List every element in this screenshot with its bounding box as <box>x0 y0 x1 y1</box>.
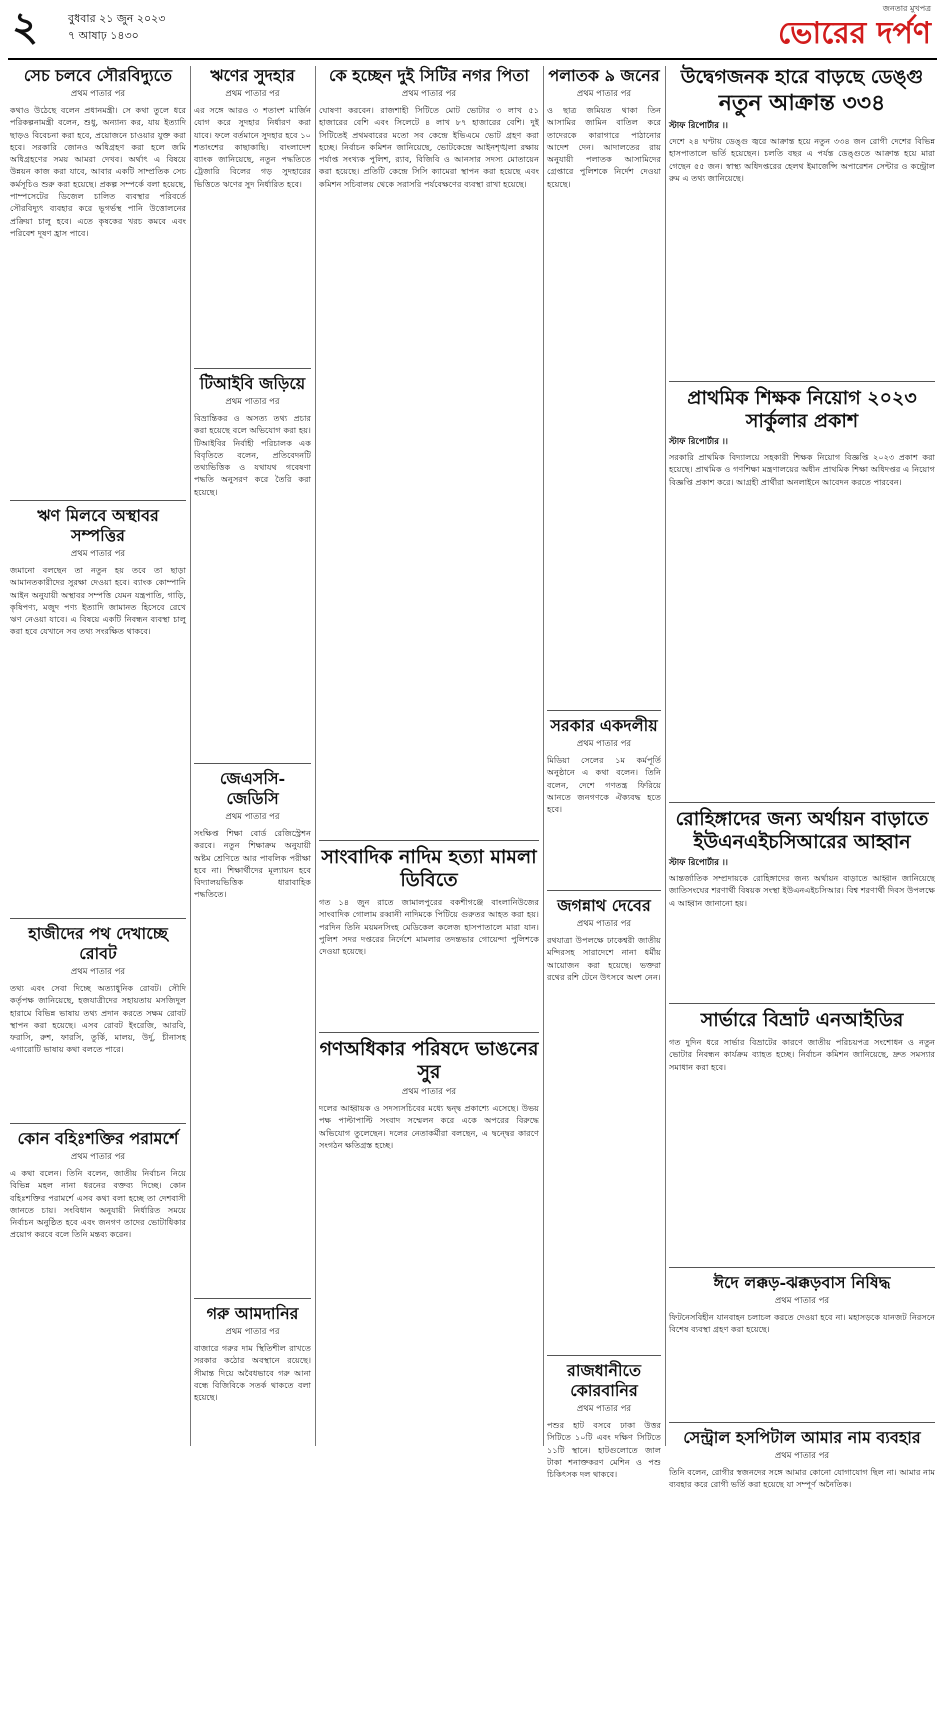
story-rohingya <box>669 808 935 997</box>
reporter-credit: স্টাফ রিপোর্টার ।। <box>669 858 728 868</box>
story-absconding-nine <box>547 66 661 704</box>
logo-tagline: জনতার মুখপত্র <box>882 4 931 13</box>
headline: সেচ চলবে সৌরবিদ্যুতে <box>23 66 173 85</box>
story-divider <box>547 1355 661 1356</box>
story-divider <box>319 1032 539 1033</box>
story-divider <box>194 1298 311 1299</box>
story-divider <box>10 500 186 501</box>
story-body: তিনি বলেন, রোগীর স্বজনদের সঙ্গে আমার কোনো যোগাযোগ ছিল না। আমার নাম ব্যবহার করে রোগী ভর্তি করা হয়েছে যা সম্পূর্ণ অনৈতিক। <box>669 1467 935 1490</box>
story-solar-irrigation <box>10 66 186 494</box>
headline: ইউএনএইচসিআরের আহ্বান <box>693 831 911 853</box>
column-5 <box>669 66 935 1490</box>
headline: কোন বহিঃশক্তির পরামর্শে <box>17 1129 179 1148</box>
story-body: সরকারি প্রাথমিক বিদ্যালয়ে সহকারী শিক্ষক নিয়োগ বিজ্ঞপ্তি ২০২৩ প্রকাশ করা হয়েছে। প্রাথমিক ও গণশিক্ষা মন্ত্রণালয়ের অধীন প্রাথমিক শিক্ষা অধিদপ্তর এ নিয়োগ বিজ্ঞপ্তি প্রকাশ করে। আগ্রহী প্রার্থীরা অনলাইনে আবেদন করতে পারবেন। <box>669 452 935 487</box>
headline: সরকার একদলীয় <box>550 716 658 735</box>
headline: পলাতক ৯ জনের <box>548 66 660 85</box>
headline: ঈদে লক্কড়-ঝক্কড়বাস নিষিদ্ধ <box>713 1273 891 1292</box>
jump-line: প্রথম পাতার পর <box>576 739 632 749</box>
reporter-credit: স্টাফ রিপোর্টার ।। <box>669 437 728 447</box>
story-tib <box>194 374 311 757</box>
story-hajj-robot <box>10 924 186 1117</box>
logo-name: ভোরের দর্পণ <box>778 16 931 51</box>
story-cattle-import <box>194 1304 311 1472</box>
headline: রোহিঙ্গাদের জন্য অর্থায়ন বাড়াতে <box>675 808 929 830</box>
story-body: ফিটনেসবিহীন যানবাহন চলাচল করতে দেওয়া হবে না। মহাসড়কে যানজট নিরসনে বিশেষ ব্যবস্থা গ্রহণ করা হয়েছে। <box>669 1312 935 1335</box>
story-divider <box>10 1123 186 1124</box>
story-body: তথ্য এবং সেবা দিচ্ছে অত্যাধুনিক রোবট। সৌদি কর্তৃপক্ষ জানিয়েছে, হজযাত্রীদের সহায়তায় মসজিদুল হারামে বিভিন্ন ভাষায় তথ্য প্রদান করতে সক্ষম রোবট স্থাপন করা হয়েছে। এসব রোবট ইংরেজি, আরবি, ফরাসি, রুশ, ফারসি, তুর্কি, মালয়, উর্দু, চীনাসহ এগারোটি ভাষায় কথা বলতে পারে। <box>10 983 186 1055</box>
headline: সাংবাদিক নাদিম হত্যা মামলা ডিবিতে <box>321 846 537 891</box>
jump-line: প্রথম পাতার পর <box>774 1451 830 1461</box>
jump-line: প্রথম পাতার পর <box>401 89 457 99</box>
story-capital-qurbani <box>547 1361 661 1719</box>
headline: টিআইবি জড়িয়ে <box>199 374 306 393</box>
story-one-party-govt <box>547 716 661 884</box>
story-divider <box>319 840 539 841</box>
headline: উদ্বেগজনক হারে বাড়ছে ডেঙ্গু <box>680 66 924 88</box>
story-body: দেশে ২৪ ঘণ্টায় ডেঙ্গু জ্বরে আক্রান্ত হয়ে নতুন ৩৩৪ জন রোগী দেশের বিভিন্ন হাসপাতালে ভর্তি হয়েছেন। চলতি বছর এ পর্যন্ত ডেঙ্গুতে আক্রান্ত হয়ে মারা গেছেন ৫৫ জন। স্বাস্থ্য অধিদপ্তরের হেলথ ইমার্জেন্সি অপারেশন সেন্টার ও কন্ট্রোল রুম এ তথ্য জানিয়েছে। <box>669 136 935 183</box>
reporter-credit: স্টাফ রিপোর্টার ।। <box>669 121 728 131</box>
story-body: রথযাত্রা উপলক্ষে ঢাকেশ্বরী জাতীয় মন্দিরসহ সারাদেশে নানা ধর্মীয় আয়োজন করা হয়েছে। ভক্তরা রথের রশি টেনে উৎসবে অংশ নেন। <box>547 935 661 982</box>
story-divider <box>547 710 661 711</box>
story-divider <box>669 1003 935 1004</box>
column-3 <box>319 66 539 1446</box>
story-movable-asset-loan <box>10 506 186 912</box>
story-divider <box>669 1267 935 1268</box>
story-body: বাজারে গরুর দাম স্থিতিশীল রাখতে সরকার কঠোর অবস্থানে রয়েছে। সীমান্ত দিয়ে অবৈধভাবে গরু আনা বন্ধে বিজিবিকে সতর্ক থাকতে বলা হয়েছে। <box>194 1343 311 1403</box>
headline: হাজীদের পথ দেখাচ্ছে রোবট <box>28 924 168 963</box>
jump-line: প্রথম পাতার পর <box>225 812 280 822</box>
story-divider <box>669 1422 935 1423</box>
story-primary-teacher <box>669 387 935 796</box>
date-line-2: ৭ আষাঢ় ১৪৩০ <box>68 29 139 42</box>
story-divider <box>10 918 186 919</box>
story-divider <box>547 890 661 891</box>
story-body: মিডিয়া সেলের ১ম কর্মপূর্তি অনুষ্ঠানে এ কথা বলেন। তিনি বলেন, দেশে গণতন্ত্র ফিরিয়ে আনতে জনগণকে ঐক্যবদ্ধ হতে হবে। <box>547 755 661 815</box>
jump-line: প্রথম পাতার পর <box>70 549 126 559</box>
story-journalist-nadim <box>319 846 539 1026</box>
jump-line: প্রথম পাতার পর <box>576 89 632 99</box>
story-loan-interest <box>194 66 311 362</box>
headline: রাজধানীতে কোরবানির <box>567 1361 641 1400</box>
story-divider <box>194 368 311 369</box>
headline: প্রাথমিক শিক্ষক নিয়োগ ২০২৩ সার্কুলার প্রকাশ <box>687 387 917 432</box>
newspaper-logo <box>778 3 931 52</box>
story-foreign-power <box>10 1129 186 1507</box>
story-nid-server <box>669 1009 935 1261</box>
jump-line: প্রথম পাতার পর <box>576 1404 632 1414</box>
page-number: ২ <box>12 3 39 50</box>
headline: গরু আমদানির <box>206 1304 299 1323</box>
column-2 <box>194 66 311 1446</box>
story-body: জমানো বলছেন তা নতুন হয় তবে তা ছাড়া আমানতকারীদের সুরক্ষা দেওয়া হবে। ব্যাংক কোম্পানি আইন অনুযায়ী অস্থাবর সম্পত্তি যেমন যন্ত্রপাতি, গাড়ি, কৃষিপণ্য, মজুদ পণ্য ইত্যাদি জামানত হিসেবে রেখে ঋণ নেওয়া যাবে। এ বিষয়ে একটি নিবন্ধন ব্যবস্থা চালু করা হবে যেখানে সব তথ্য সংরক্ষিত থাকবে। <box>10 565 186 637</box>
story-body: ও ছাত্র জমিয়ত থাকা তিন আসামির জামিন বাতিল করে তাদেরকে কারাগারে পাঠানোর আদেশ দেন। আদালতের রায় অনুযায়ী পলাতক আসামিদের গ্রেপ্তারে পুলিশকে নির্দেশ দেওয়া হয়েছে। <box>547 105 661 189</box>
jump-line: প্রথম পাতার পর <box>774 1296 830 1306</box>
column-divider <box>543 66 544 1446</box>
story-divider <box>194 763 311 764</box>
jump-line: প্রথম পাতার পর <box>70 1152 126 1162</box>
headline: সেন্ট্রাল হসপিটাল আমার নাম ব্যবহার <box>683 1428 921 1447</box>
column-divider <box>315 66 316 1446</box>
headline: ঋণ মিলবে অস্থাবর সম্পত্তির <box>37 506 159 545</box>
jump-line: প্রথম পাতার পর <box>401 1087 457 1097</box>
headline: নতুন আক্রান্ত ৩৩৪ <box>718 90 886 116</box>
headline: কে হচ্ছেন দুই সিটির নগর পিতা <box>329 66 529 85</box>
story-body: এর সঙ্গে আরও ৩ শতাংশ মার্জিন যোগ করে সুদহার নির্ধারণ করা যাবে। ফলে বর্তমানে সুদহার হবে ১০ শতাংশের কাছাকাছি। বাংলাদেশ ব্যাংক জানিয়েছে, নতুন পদ্ধতিতে ট্রেজারি বিলের গড় সুদহারের ভিত্তিতে ঋণের সুদ নির্ধারিত হবে। <box>194 105 311 189</box>
masthead <box>0 0 945 60</box>
story-body: গত দুদিন ধরে সার্ভার বিভ্রাটের কারণে জাতীয় পরিচয়পত্র সংশোধন ও নতুন ভোটার নিবন্ধন কার্যক্রম ব্যাহত হচ্ছে। নির্বাচন কমিশন জানিয়েছে, দ্রুত সমস্যার সমাধান করা হবে। <box>669 1037 935 1072</box>
story-body: বিভ্রান্তিকর ও অসত্য তথ্য প্রচার করা হয়েছে বলে অভিযোগ করা হয়। টিআইবির নির্বাহী পরিচালক এক বিবৃতিতে বলেন, প্রতিবেদনটি তথ্যভিত্তিক ও যথাযথ গবেষণা পদ্ধতি অনুসরণ করে তৈরি করা হয়েছে। <box>194 413 311 497</box>
jump-line: প্রথম পাতার পর <box>576 919 632 929</box>
story-body: ঘোষণা করবেন। রাজশাহী সিটিতে মোট ভোটার ৩ লাখ ৫১ হাজারের বেশি এবং সিলেটে ৪ লাখ ৮৭ হাজারের বেশি। দুই সিটিতেই প্রথমবারের মতো সব কেন্দ্রে ইভিএমে ভোট গ্রহণ করা হচ্ছে। নির্বাচন কমিশন জানিয়েছে, ভোটকেন্দ্রে আইনশৃঙ্খলা রক্ষায় পর্যাপ্ত সংখ্যক পুলিশ, র‍্যাব, বিজিবি ও আনসার সদস্য মোতায়েন করা হয়েছে। প্রতিটি কেন্দ্রে সিসি ক্যামেরা স্থাপন করা হয়েছে এবং কমিশন সচিবালয় থেকে সরাসরি পর্যবেক্ষণের ব্যবস্থা রাখা হয়েছে। <box>319 105 539 189</box>
story-body: পশুর হাট বসবে ঢাকা উত্তর সিটিতে ১০টি এবং দক্ষিণ সিটিতে ১১টি স্থানে। হাটগুলোতে জাল টাকা শনাক্তকরণ মেশিন ও পশু চিকিৎসক দল থাকবে। <box>547 1420 661 1480</box>
date-box <box>68 10 165 44</box>
story-city-mayor <box>319 66 539 834</box>
headline: জেএসসি-জেডিসি <box>219 769 286 808</box>
story-gonoodhikar <box>319 1038 539 1492</box>
date-line-1: বুধবার ২১ জুন ২০২৩ <box>68 12 166 25</box>
story-divider <box>669 381 935 382</box>
jump-line: প্রথম পাতার পর <box>70 89 126 99</box>
story-jagannath <box>547 896 661 1349</box>
headline: সার্ভারে বিভ্রাট এনআইডির <box>700 1009 904 1031</box>
story-body: দলের আহ্বায়ক ও সদস্যসচিবের মধ্যে দ্বন্দ্ব প্রকাশ্যে এসেছে। উভয় পক্ষ পাল্টাপাল্টি সংবাদ সম্মেলন করে একে অপরের বিরুদ্ধে অভিযোগ তুলেছেন। দলের নেতাকর্মীরা বলছেন, এ দ্বন্দ্বের কারণে সংগঠন ক্ষতিগ্রস্ত হচ্ছে। <box>319 1103 539 1150</box>
masthead-rule <box>8 58 937 60</box>
column-4 <box>547 66 661 1480</box>
story-dengue <box>669 66 935 375</box>
column-1 <box>10 66 186 1446</box>
headline: জগন্নাথ দেবের <box>557 896 651 915</box>
story-jsc-jdc <box>194 769 311 1292</box>
story-body: আন্তর্জাতিক সম্প্রদায়কে রোহিঙ্গাদের জন্য অর্থায়ন বাড়াতে আহ্বান জানিয়েছে জাতিসংঘের শরণার্থী বিষয়ক সংস্থা ইউএনএইচসিআর। বিশ্ব শরণার্থী দিবস উপলক্ষে এ আহ্বান জানানো হয়। <box>669 873 935 908</box>
story-body: কথাও উঠেছে বলেন প্রধানমন্ত্রী। সে কথা তুলে ধরে পরিকল্পনামন্ত্রী বলেন, শুধু, অন্যান্য কর, যায় ইত্যাদি ছাড়ও বিবেচনা করা হবে, প্রয়োজনে চাওয়ার যুক্ত করা হবে। সরকারি জোনও অধিগ্রহণ করা হলে জমি অধিগ্রহণের সময় আমরা দেখব। অর্থাৎ এ বিষয়ে উন্নয়ন কাজ করা যাবে, আবার একটি সাম্প্রতিক সেচ কর্মসূচিও শুরু করা হয়েছে। প্রকল্প সম্পর্কে বলা হয়েছে, পাম্পসেটের ডিজেল চালিত ব্যবস্থার পরিবর্তে সৌরবিদ্যুৎ ব্যবহার করে ভূগর্ভস্থ পানি উত্তোলনের প্রক্রিয়া চালু হবে। এতে কৃষকের খরচ কমবে এবং পরিবেশ দূষণ হ্রাস পাবে। <box>10 105 186 238</box>
story-body: এ কথা বলেন। তিনি বলেন, জাতীয় নির্বাচন নিয়ে বিভিন্ন মহল নানা ধরনের বক্তব্য দিচ্ছে। কোন বহিঃশক্তির পরামর্শে এসব কথা বলা হচ্ছে তা দেশবাসী জানতে চায়। সংবিধান অনুযায়ী নির্ধারিত সময়ে নির্বাচন অনুষ্ঠিত হবে এবং জনগণ তাদের ভোটাধিকার প্রয়োগ করবে বলে তিনি মন্তব্য করেন। <box>10 1168 186 1240</box>
jump-line: প্রথম পাতার পর <box>225 89 280 99</box>
story-body: সংক্ষিপ্ত শিক্ষা বোর্ড রেজিস্ট্রেশন করবে। নতুন শিক্ষাক্রম অনুযায়ী অষ্টম শ্রেণিতে আর পাবলিক পরীক্ষা হবে না। শিক্ষার্থীদের মূল্যায়ন হবে বিদ্যালয়ভিত্তিক ধারাবাহিক পদ্ধতিতে। <box>194 828 311 900</box>
column-divider <box>190 66 191 1446</box>
story-body: গত ১৪ জুন রাতে জামালপুরের বকশীগঞ্জে বাংলানিউজের সাংবাদিক গোলাম রব্বানী নাদিমকে পিটিয়ে গুরুতর আহত করা হয়। পরদিন তিনি ময়মনসিংহ মেডিকেল কলেজ হাসপাতালে মারা যান। পুলিশ সদর দপ্তরের নির্দেশে মামলার তদন্তভার গোয়েন্দা পুলিশকে দেওয়া হয়েছে। <box>319 897 539 957</box>
story-eid-bus-ban <box>669 1273 935 1416</box>
story-divider <box>669 802 935 803</box>
headline: গণঅধিকার পরিষদে ভাঙনের সুর <box>319 1038 539 1083</box>
jump-line: প্রথম পাতার পর <box>70 967 126 977</box>
headline: ঋণের সুদহার <box>210 66 295 85</box>
story-central-hospital <box>669 1428 935 1551</box>
column-divider <box>665 66 666 1446</box>
jump-line: প্রথম পাতার পর <box>225 397 280 407</box>
jump-line: প্রথম পাতার পর <box>225 1327 280 1337</box>
